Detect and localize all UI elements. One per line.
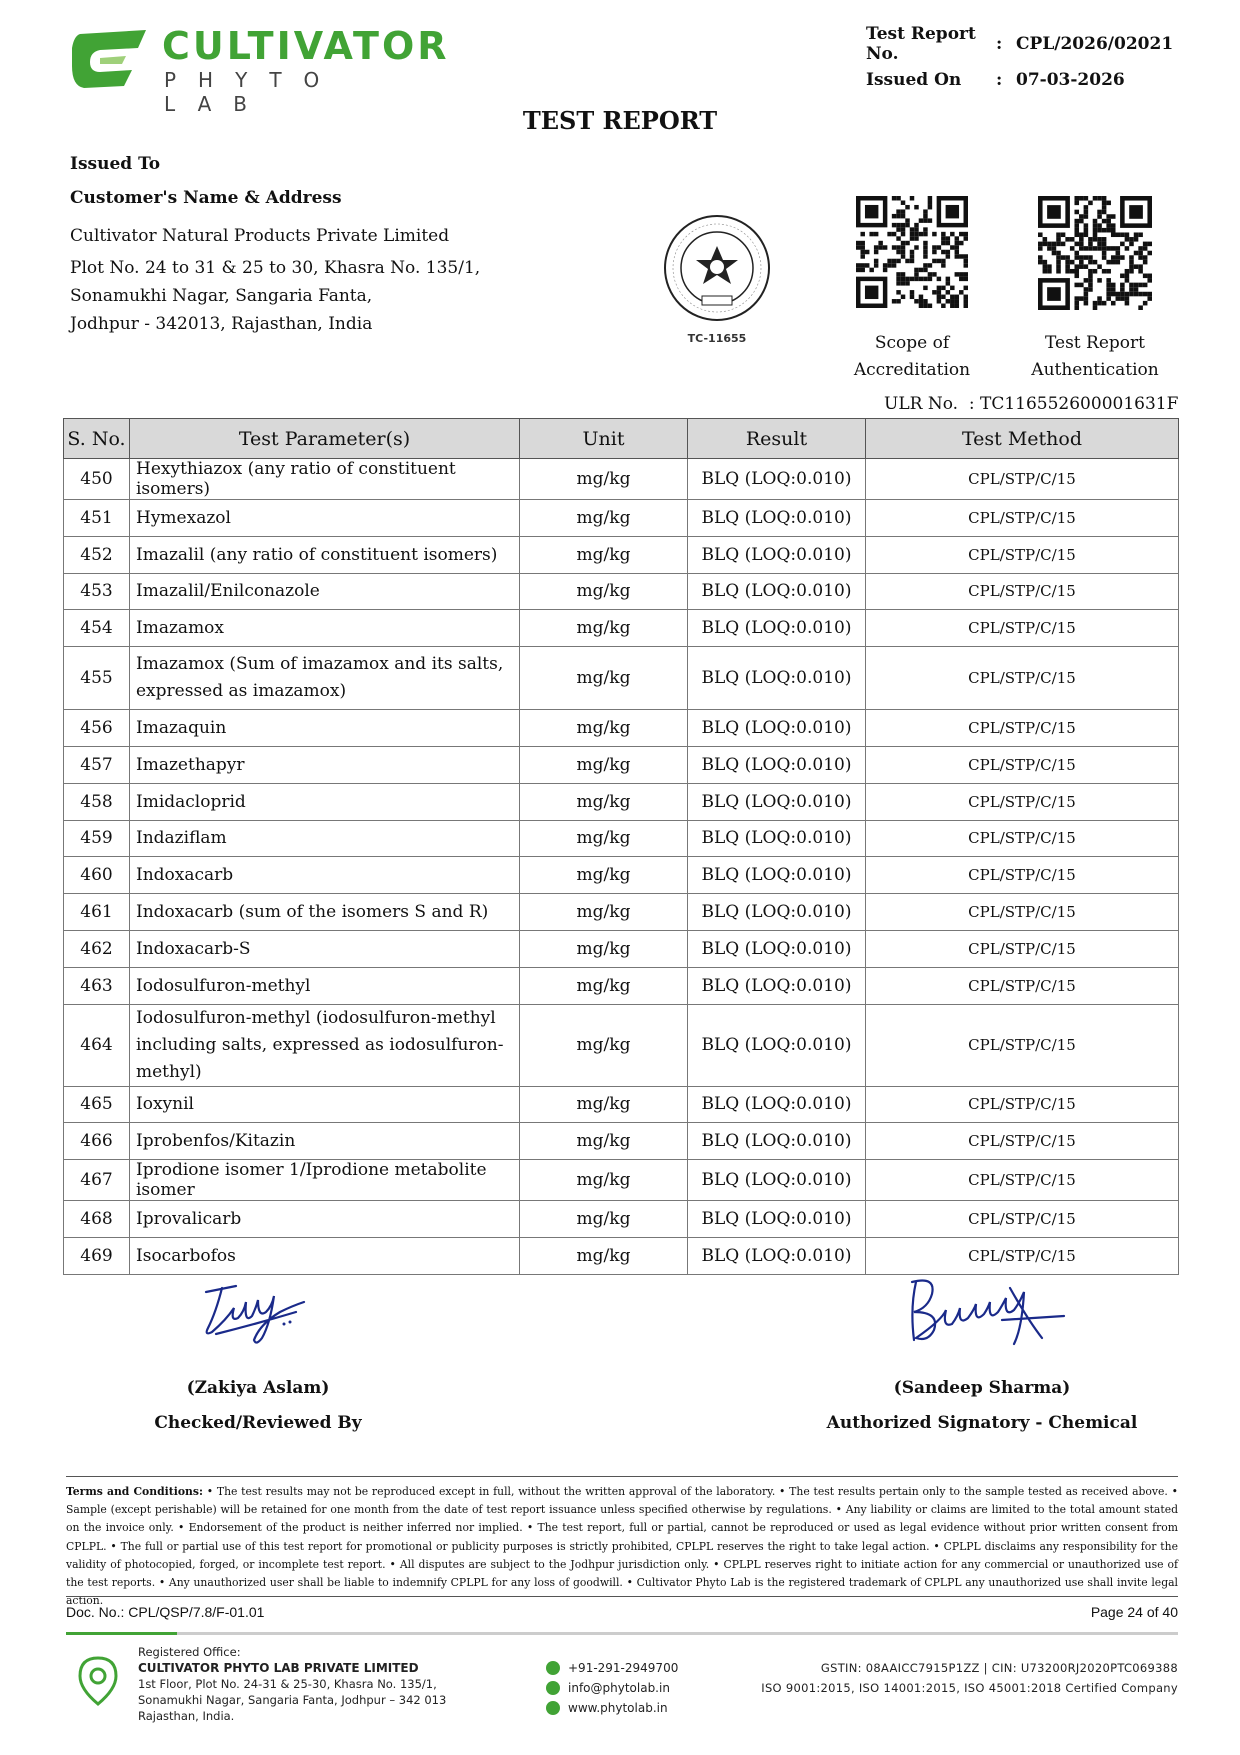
result-cell: BLQ (LOQ:0.010): [688, 857, 866, 894]
unit-cell: mg/kg: [520, 710, 688, 747]
parameter-line: Indoxacarb (sum of the isomers S and R): [136, 902, 489, 923]
parameter-cell: [130, 1086, 520, 1123]
company-name: CULTIVATOR PHYTO LAB PRIVATE LIMITED: [138, 1661, 419, 1675]
serial-number-cell: 459: [64, 820, 130, 857]
caption-line: Scope of: [874, 333, 950, 353]
result-cell: BLQ (LOQ:0.010): [688, 930, 866, 967]
registered-office-label: Registered Office:: [138, 1645, 241, 1659]
method-cell: CPL/STP/C/15: [866, 820, 1179, 857]
caption-line: Authentication: [1031, 360, 1159, 380]
reviewer-role: Checked/Reviewed By: [154, 1413, 362, 1433]
unit-cell: mg/kg: [520, 573, 688, 610]
company-registration: [724, 1658, 1178, 1698]
serial-number-cell: 466: [64, 1123, 130, 1160]
method-cell: CPL/STP/C/15: [866, 1123, 1179, 1160]
unit-cell: mg/kg: [520, 647, 688, 710]
serial-number-cell: 460: [64, 857, 130, 894]
result-cell: BLQ (LOQ:0.010): [688, 647, 866, 710]
table-row: [64, 536, 1179, 573]
parameter-line: Imidacloprid: [136, 791, 246, 812]
parameter-cell: [130, 783, 520, 820]
unit-cell: mg/kg: [520, 500, 688, 537]
issued-to-block: [70, 150, 342, 212]
result-cell: BLQ (LOQ:0.010): [688, 1123, 866, 1160]
parameter-line: Ioxynil: [136, 1094, 194, 1115]
separator: :: [996, 70, 1003, 90]
customer-name: Cultivator Natural Products Private Limited: [70, 226, 450, 246]
address-line: Jodhpur - 342013, Rajasthan, India: [70, 314, 373, 334]
logo-subtitle: PHYTO LAB: [164, 68, 342, 116]
parameter-line: Hymexazol: [136, 507, 231, 528]
parameter-line: Imazamox: [136, 618, 225, 639]
divider: [66, 1476, 1178, 1477]
method-cell: CPL/STP/C/15: [866, 967, 1179, 1004]
method-cell: CPL/STP/C/15: [866, 1237, 1179, 1274]
scope-qr-code[interactable]: [856, 196, 968, 308]
parameter-cell: [130, 573, 520, 610]
parameter-cell: [130, 459, 520, 500]
unit-cell: mg/kg: [520, 1237, 688, 1274]
customer-label: Customer's Name & Address: [70, 188, 342, 208]
parameter-line: Indaziflam: [136, 828, 227, 849]
location-pin-icon: [76, 1655, 120, 1707]
address-line: Rajasthan, India.: [138, 1709, 235, 1723]
table-row: [64, 1160, 1179, 1201]
document-number: Doc. No.: CPL/QSP/7.8/F-01.01: [66, 1604, 265, 1620]
result-cell: BLQ (LOQ:0.010): [688, 967, 866, 1004]
parameter-cell: [130, 967, 520, 1004]
method-cell: CPL/STP/C/15: [866, 1004, 1179, 1086]
result-cell: BLQ (LOQ:0.010): [688, 783, 866, 820]
unit-cell: mg/kg: [520, 1201, 688, 1238]
table-header-row: [64, 419, 1179, 459]
contact-info: [546, 1658, 678, 1718]
parameter-cell: [130, 1004, 520, 1086]
table-row: [64, 967, 1179, 1004]
issued-on-date: 07-03-2026: [1016, 70, 1125, 90]
ulr-number: [884, 394, 1178, 414]
divider: [66, 1596, 1178, 1597]
nabl-seal-icon: [654, 212, 780, 338]
serial-number-cell: 457: [64, 746, 130, 783]
signatory-role: Authorized Signatory - Chemical: [826, 1413, 1138, 1433]
table-row: [64, 894, 1179, 931]
result-cell: BLQ (LOQ:0.010): [688, 1160, 866, 1201]
parameter-line: Iodosulfuron-methyl: [136, 975, 311, 996]
parameter-cell: [130, 1123, 520, 1160]
caption-line: Test Report: [1045, 333, 1145, 353]
serial-number-cell: 462: [64, 930, 130, 967]
results-table: [63, 418, 1179, 1275]
parameter-cell: [130, 857, 520, 894]
method-cell: CPL/STP/C/15: [866, 857, 1179, 894]
report-no-label: Test Report No.: [866, 24, 976, 64]
gstin-cin: GSTIN: 08AAICC7915P1ZZ | CIN: U73200RJ2020PTC069388: [820, 1661, 1178, 1675]
tc-number: TC-11655: [687, 332, 747, 345]
result-cell: BLQ (LOQ:0.010): [688, 894, 866, 931]
iso-certifications: ISO 9001:2015, ISO 14001:2015, ISO 45001:2018 Certified Company: [761, 1681, 1178, 1695]
serial-number-cell: 452: [64, 536, 130, 573]
logo-name: CULTIVATOR: [162, 24, 450, 68]
table-row: [64, 500, 1179, 537]
leaf-logo-icon: [70, 26, 154, 92]
result-cell: BLQ (LOQ:0.010): [688, 1237, 866, 1274]
unit-cell: mg/kg: [520, 459, 688, 500]
parameter-cell: [130, 1237, 520, 1274]
method-cell: CPL/STP/C/15: [866, 746, 1179, 783]
result-cell: BLQ (LOQ:0.010): [688, 573, 866, 610]
table-row: [64, 459, 1179, 500]
terms-and-conditions: [66, 1483, 1178, 1610]
globe-icon: [546, 1701, 560, 1715]
result-cell: BLQ (LOQ:0.010): [688, 746, 866, 783]
authentication-qr-code[interactable]: [1038, 196, 1152, 310]
serial-number-cell: 450: [64, 459, 130, 500]
serial-number-cell: 464: [64, 1004, 130, 1086]
serial-number-cell: 454: [64, 610, 130, 647]
customer-address: [70, 222, 480, 338]
parameter-line: Imazalil/Enilconazole: [136, 581, 320, 602]
serial-number-cell: 458: [64, 783, 130, 820]
registered-office: [138, 1644, 446, 1724]
report-meta: [866, 26, 1173, 98]
parameter-line: Indoxacarb-S: [136, 938, 251, 959]
separator: :: [996, 34, 1003, 54]
unit-cell: mg/kg: [520, 894, 688, 931]
result-cell: BLQ (LOQ:0.010): [688, 1086, 866, 1123]
column-header: Result: [688, 419, 866, 459]
ulr-label: ULR No.: [884, 394, 959, 414]
table-row: [64, 610, 1179, 647]
column-header: S. No.: [64, 419, 130, 459]
serial-number-cell: 453: [64, 573, 130, 610]
phone-link[interactable]: +91-291-2949700: [568, 1661, 679, 1675]
parameter-line: Imazethapyr: [136, 754, 245, 775]
parameter-line: Imazamox (Sum of imazamox and its salts,: [136, 654, 504, 675]
serial-number-cell: 455: [64, 647, 130, 710]
unit-cell: mg/kg: [520, 1004, 688, 1086]
parameter-cell: [130, 1160, 520, 1201]
parameter-line: Imazalil (any ratio of constituent isomers): [136, 544, 498, 565]
result-cell: BLQ (LOQ:0.010): [688, 610, 866, 647]
terms-text: • The test results may not be reproduced except in full, without the written approval of the laboratory. • The test results pertain only to the sample tested as received above. • Sample (except perishable) will be retained for one month from the date of test report issuance unless specified otherwise by regulations. • Any liability or claims are limited to the total amount stated on the invoice only. • Endorsement of the product is neither inferred nor implied. • The test report, full or partial, cannot be reproduced or used as legal evidence without prior written consent from CPLPL. • The full or partial use of this test report for promotional or publicity purposes is strictly prohibited, CPLPL reserves the right to take legal action. • CPLPL disclaims any responsibility for the validity of photocopied, forged, or incomplete test report. • All disputes are subject to the Jodhpur jurisdiction only. • CPLPL reserves right to initiate action for any commercial or unauthorized use of the test reports. • Any unauthorized user shall be liable to indemnify CPLPL for any loss of goodwill. • Cultivator Phyto Lab is the registered trademark of CPLPL any unauthorized use shall invite legal action.: [66, 1485, 1178, 1608]
parameter-cell: [130, 647, 520, 710]
table-row: [64, 857, 1179, 894]
company-logo: [70, 24, 450, 116]
unit-cell: mg/kg: [520, 783, 688, 820]
serial-number-cell: 465: [64, 1086, 130, 1123]
phone-icon: [546, 1661, 560, 1675]
method-cell: CPL/STP/C/15: [866, 536, 1179, 573]
table-row: [64, 930, 1179, 967]
column-header: Test Method: [866, 419, 1179, 459]
table-row: [64, 1004, 1179, 1086]
unit-cell: mg/kg: [520, 820, 688, 857]
table-row: [64, 710, 1179, 747]
accreditation-seal: [654, 212, 780, 352]
method-cell: CPL/STP/C/15: [866, 573, 1179, 610]
parameter-cell: [130, 930, 520, 967]
issued-to-label: Issued To: [70, 154, 161, 174]
unit-cell: mg/kg: [520, 1086, 688, 1123]
terms-label: Terms and Conditions:: [66, 1485, 203, 1498]
unit-cell: mg/kg: [520, 1160, 688, 1201]
address-line: 1st Floor, Plot No. 24-31 & 25-30, Khasra No. 135/1,: [138, 1677, 437, 1691]
table-row: [64, 573, 1179, 610]
separator: :: [963, 394, 980, 414]
unit-cell: mg/kg: [520, 536, 688, 573]
qr-caption-scope: [832, 330, 992, 384]
serial-number-cell: 468: [64, 1201, 130, 1238]
caption-line: Accreditation: [853, 360, 971, 380]
method-cell: CPL/STP/C/15: [866, 647, 1179, 710]
table-row: [64, 1201, 1179, 1238]
column-header: Unit: [520, 419, 688, 459]
result-cell: BLQ (LOQ:0.010): [688, 536, 866, 573]
address-line: Sonamukhi Nagar, Sangaria Fanta, Jodhpur – 342 013: [138, 1693, 447, 1707]
serial-number-cell: 456: [64, 710, 130, 747]
unit-cell: mg/kg: [520, 930, 688, 967]
signatory-name: (Sandeep Sharma): [893, 1378, 1071, 1398]
parameter-line: Iprodione isomer 1/Iprodione metabolite isomer: [136, 1160, 487, 1201]
parameter-line: Iprovalicarb: [136, 1209, 242, 1230]
parameter-cell: [130, 536, 520, 573]
result-cell: BLQ (LOQ:0.010): [688, 459, 866, 500]
unit-cell: mg/kg: [520, 1123, 688, 1160]
parameter-line: Imazaquin: [136, 718, 227, 739]
result-cell: BLQ (LOQ:0.010): [688, 1201, 866, 1238]
parameter-cell: [130, 894, 520, 931]
method-cell: CPL/STP/C/15: [866, 1201, 1179, 1238]
table-row: [64, 1086, 1179, 1123]
parameter-cell: [130, 746, 520, 783]
report-no: CPL/2026/02021: [1016, 34, 1174, 54]
result-cell: BLQ (LOQ:0.010): [688, 500, 866, 537]
parameter-cell: [130, 610, 520, 647]
table-row: [64, 746, 1179, 783]
parameter-line: including salts, expressed as iodosulfuron-methyl): [136, 1034, 504, 1082]
page-title: TEST REPORT: [522, 106, 718, 135]
parameter-cell: [130, 710, 520, 747]
ulr-value: TC116552600001631F: [980, 394, 1179, 414]
parameter-line: Iodosulfuron-methyl (iodosulfuron-methyl: [136, 1007, 496, 1028]
unit-cell: mg/kg: [520, 857, 688, 894]
result-cell: BLQ (LOQ:0.010): [688, 820, 866, 857]
serial-number-cell: 469: [64, 1237, 130, 1274]
result-cell: BLQ (LOQ:0.010): [688, 1004, 866, 1086]
table-row: [64, 647, 1179, 710]
parameter-cell: [130, 820, 520, 857]
issued-on-label: Issued On: [866, 70, 962, 90]
parameter-cell: [130, 500, 520, 537]
unit-cell: mg/kg: [520, 746, 688, 783]
method-cell: CPL/STP/C/15: [866, 783, 1179, 820]
parameter-line: Hexythiazox (any ratio of constituent isomers): [136, 459, 456, 499]
email-link[interactable]: info@phytolab.in: [568, 1681, 670, 1695]
method-cell: CPL/STP/C/15: [866, 459, 1179, 500]
email-icon: [546, 1681, 560, 1695]
qr-caption-authentication: [1015, 330, 1175, 384]
column-header: Test Parameter(s): [130, 419, 520, 459]
parameter-cell: [130, 1201, 520, 1238]
unit-cell: mg/kg: [520, 610, 688, 647]
table-row: [64, 820, 1179, 857]
reviewer-signature: [196, 1272, 316, 1352]
signatory-signature: [902, 1268, 1072, 1350]
website-link[interactable]: www.phytolab.in: [568, 1701, 668, 1715]
serial-number-cell: 467: [64, 1160, 130, 1201]
serial-number-cell: 463: [64, 967, 130, 1004]
parameter-line: expressed as imazamox): [136, 681, 347, 702]
parameter-line: Iprobenfos/Kitazin: [136, 1131, 296, 1152]
method-cell: CPL/STP/C/15: [866, 500, 1179, 537]
method-cell: CPL/STP/C/15: [866, 930, 1179, 967]
serial-number-cell: 451: [64, 500, 130, 537]
method-cell: CPL/STP/C/15: [866, 610, 1179, 647]
page-number: Page 24 of 40: [1090, 1604, 1178, 1620]
parameter-line: Isocarbofos: [136, 1245, 236, 1266]
unit-cell: mg/kg: [520, 967, 688, 1004]
table-row: [64, 1123, 1179, 1160]
reviewer-name: (Zakiya Aslam): [186, 1378, 330, 1398]
address-line: Sonamukhi Nagar, Sangaria Fanta,: [70, 286, 373, 306]
table-row: [64, 783, 1179, 820]
method-cell: CPL/STP/C/15: [866, 710, 1179, 747]
serial-number-cell: 461: [64, 894, 130, 931]
method-cell: CPL/STP/C/15: [866, 894, 1179, 931]
method-cell: CPL/STP/C/15: [866, 1160, 1179, 1201]
parameter-line: Indoxacarb: [136, 865, 234, 886]
footer-divider: [66, 1632, 1178, 1635]
address-line: Plot No. 24 to 31 & 25 to 30, Khasra No. 135/1,: [70, 258, 481, 278]
result-cell: BLQ (LOQ:0.010): [688, 710, 866, 747]
method-cell: CPL/STP/C/15: [866, 1086, 1179, 1123]
